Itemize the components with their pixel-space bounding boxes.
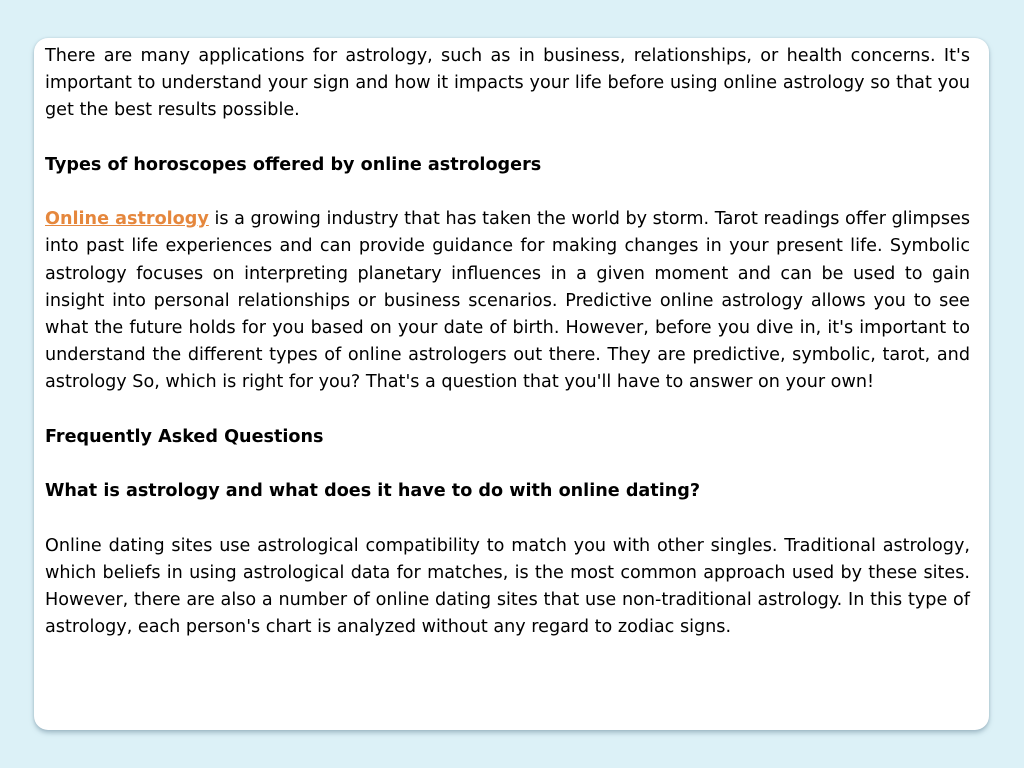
types-heading: Types of horoscopes offered by online astrologers (45, 154, 542, 175)
faq-answer: Online dating sites use astrological compatibility to match you with other singles. Traditional astrology, which beliefs in using astrological data for matches, is the most common approach used by these sites. However, there are also a number of online dating sites that use non-traditional astrology. In this type of astrology, each person's chart is analyzed without any regard to zodiac signs. (45, 535, 970, 638)
faq-heading: Frequently Asked Questions (45, 426, 324, 447)
online-astrology-link[interactable]: Online astrology (45, 209, 209, 230)
types-body-text: is a growing industry that has taken the world by storm. Tarot readings offer glimpses into past life experiences and can provide guidance for making changes in your present life. Symbolic astrology focuses on interpreting planetary influences in a given moment and can be used to gain insight into personal relationships or business scenarios. Predictive online astrology allows you to see what the future holds for you based on your date of birth. However, before you dive in, it's important to understand the different types of online astrologers out there. They are predictive, symbolic, tarot, and astrology So, which is right for you? That's a question that you'll have to answer on your own! (45, 209, 971, 393)
intro-paragraph: There are many applications for astrology, such as in business, relationships, or health concerns. It's important to understand your sign and how it impacts your life before using online astrology so that you get the best results possible. (45, 46, 970, 121)
types-paragraph (45, 206, 970, 396)
content-card (34, 38, 989, 730)
faq-question: What is astrology and what does it have to do with online dating? (45, 481, 701, 502)
